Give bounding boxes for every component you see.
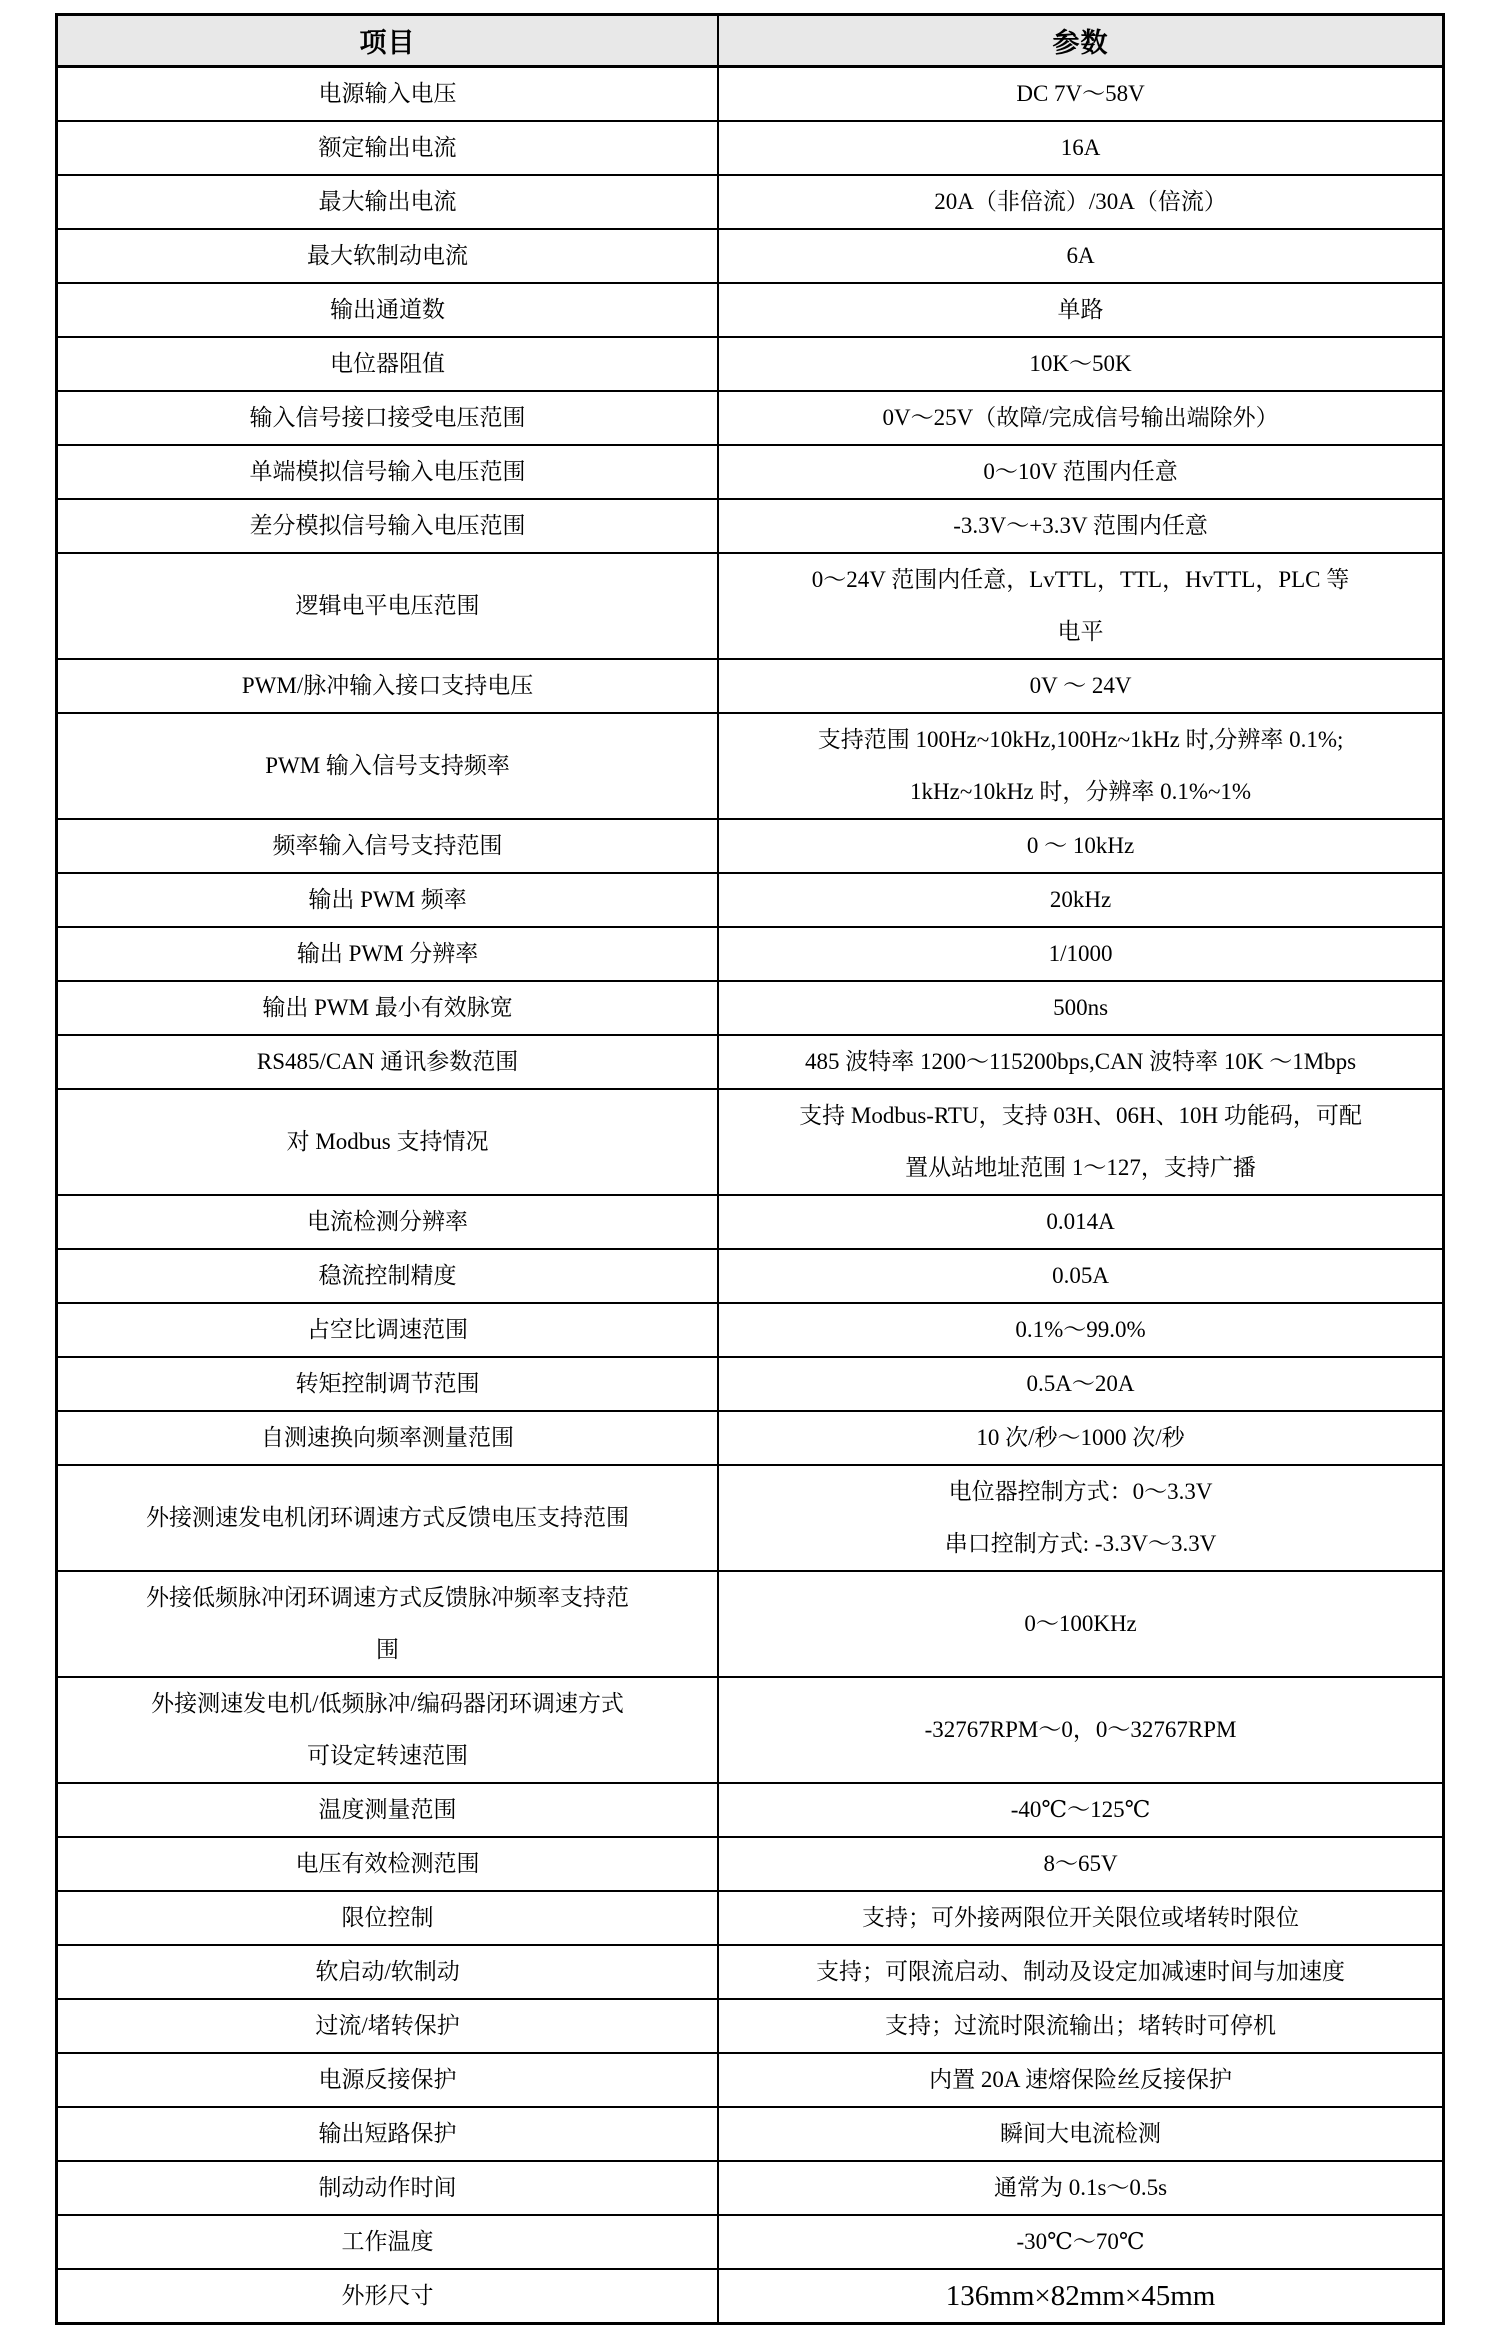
cell-line: 电源输入电压 <box>318 81 457 106</box>
cell-line: 0.5A～20A <box>1026 1371 1135 1396</box>
table-row <box>57 1195 1444 1249</box>
cell-line: 1kHz~10kHz 时，分辨率 0.1%~1% <box>910 779 1252 804</box>
cell-line: -32767RPM～0，0～32767RPM <box>924 1717 1237 1742</box>
item-cell <box>57 1891 719 1945</box>
cell-line: 围 <box>376 1637 400 1662</box>
value-cell <box>718 2161 1443 2215</box>
value-cell <box>718 1195 1443 1249</box>
item-cell <box>57 337 719 391</box>
cell-line: 占空比调速范围 <box>307 1317 469 1342</box>
table-row <box>57 1891 1444 1945</box>
table-row <box>57 659 1444 713</box>
cell-line: 软启动/软制动 <box>315 1959 460 1984</box>
cell-line: 0V ～ 24V <box>1029 673 1132 698</box>
table-row <box>57 1999 1444 2053</box>
cell-line: 0V～25V（故障/完成信号输出端除外） <box>882 405 1279 430</box>
cell-line: 工作温度 <box>341 2229 434 2254</box>
cell-line: PWM/脉冲输入接口支持电压 <box>241 673 534 698</box>
cell-line: 稳流控制精度 <box>318 1263 457 1288</box>
spec-table-body <box>57 67 1444 2324</box>
table-row <box>57 67 1444 122</box>
value-cell <box>718 391 1443 445</box>
table-row <box>57 1089 1444 1195</box>
item-cell <box>57 2053 719 2107</box>
cell-line: 通常为 0.1s～0.5s <box>993 2175 1168 2200</box>
cell-line: 0 ～ 10kHz <box>1026 833 1135 858</box>
cell-line: 单端模拟信号输入电压范围 <box>249 459 526 484</box>
table-row <box>57 2215 1444 2269</box>
column-header-param: 参数 <box>718 15 1443 67</box>
value-cell <box>718 1249 1443 1303</box>
cell-line: 制动动作时间 <box>318 2175 457 2200</box>
table-row <box>57 1249 1444 1303</box>
item-cell <box>57 1465 719 1571</box>
value-cell <box>718 2053 1443 2107</box>
item-cell <box>57 1837 719 1891</box>
value-cell <box>718 1677 1443 1783</box>
value-cell <box>718 1303 1443 1357</box>
cell-line: 自测速换向频率测量范围 <box>261 1425 515 1450</box>
cell-line: 500ns <box>1053 995 1109 1020</box>
cell-line: 频率输入信号支持范围 <box>272 833 503 858</box>
item-cell <box>57 175 719 229</box>
value-cell <box>718 1945 1443 1999</box>
cell-line: 逻辑电平电压范围 <box>295 593 480 618</box>
item-cell <box>57 1303 719 1357</box>
table-row <box>57 1357 1444 1411</box>
table-row <box>57 2107 1444 2161</box>
value-cell <box>718 1035 1443 1089</box>
cell-line: 485 波特率 1200～115200bps,CAN 波特率 10K ～1Mbps <box>804 1049 1357 1074</box>
cell-line: 温度测量范围 <box>318 1797 457 1822</box>
value-cell <box>718 1783 1443 1837</box>
cell-line: -40℃～125℃ <box>1010 1797 1151 1822</box>
item-cell <box>57 2107 719 2161</box>
item-cell <box>57 553 719 659</box>
item-cell <box>57 659 719 713</box>
item-cell <box>57 1035 719 1089</box>
table-row <box>57 229 1444 283</box>
item-cell <box>57 1783 719 1837</box>
cell-line: 对 Modbus 支持情况 <box>286 1129 489 1154</box>
column-header-item: 项目 <box>57 15 719 67</box>
value-cell <box>718 1465 1443 1571</box>
table-row <box>57 175 1444 229</box>
item-cell <box>57 283 719 337</box>
table-row <box>57 1411 1444 1465</box>
table-row <box>57 927 1444 981</box>
item-cell <box>57 1089 719 1195</box>
value-cell <box>718 927 1443 981</box>
cell-line: 输出 PWM 分辨率 <box>296 941 479 966</box>
table-row <box>57 499 1444 553</box>
item-cell <box>57 1999 719 2053</box>
cell-line: 输出 PWM 频率 <box>308 887 467 912</box>
cell-line: 支持；可外接两限位开关限位或堵转时限位 <box>862 1905 1300 1930</box>
table-row <box>57 445 1444 499</box>
table-row <box>57 2053 1444 2107</box>
table-row <box>57 1783 1444 1837</box>
item-cell <box>57 67 719 122</box>
table-row <box>57 1465 1444 1571</box>
item-cell <box>57 2269 719 2324</box>
cell-line: 0.014A <box>1046 1209 1115 1234</box>
item-cell <box>57 391 719 445</box>
cell-line: 电位器阻值 <box>330 351 446 376</box>
cell-line: 电流检测分辨率 <box>307 1209 469 1234</box>
cell-line: 10 次/秒～1000 次/秒 <box>976 1425 1185 1450</box>
item-cell <box>57 1357 719 1411</box>
cell-line: 过流/堵转保护 <box>315 2013 460 2038</box>
cell-line: 内置 20A 速熔保险丝反接保护 <box>929 2067 1232 2092</box>
table-row <box>57 1945 1444 1999</box>
table-row <box>57 2269 1444 2324</box>
cell-line: 输出 PWM 最小有效脉宽 <box>262 995 513 1020</box>
value-cell <box>718 553 1443 659</box>
value-cell <box>718 499 1443 553</box>
cell-line: 电压有效检测范围 <box>295 1851 480 1876</box>
item-cell <box>57 927 719 981</box>
table-row <box>57 391 1444 445</box>
cell-line: 支持；过流时限流输出；堵转时可停机 <box>885 2013 1277 2038</box>
value-cell <box>718 1357 1443 1411</box>
item-cell <box>57 445 719 499</box>
cell-line: 单路 <box>1057 297 1104 322</box>
value-cell <box>718 2269 1443 2324</box>
item-cell <box>57 981 719 1035</box>
cell-line: 0～10V 范围内任意 <box>983 459 1178 484</box>
item-cell <box>57 1677 719 1783</box>
table-row <box>57 553 1444 659</box>
cell-line: 串口控制方式: -3.3V～3.3V <box>944 1531 1217 1556</box>
value-cell <box>718 1999 1443 2053</box>
cell-line: 电平 <box>1057 619 1104 644</box>
cell-line: 最大软制动电流 <box>307 243 469 268</box>
cell-line: 瞬间大电流检测 <box>1000 2121 1162 2146</box>
spec-table-head <box>57 15 1444 67</box>
cell-line: 限位控制 <box>341 1905 434 1930</box>
cell-line: 电源反接保护 <box>318 2067 457 2092</box>
value-cell <box>718 2215 1443 2269</box>
item-cell <box>57 873 719 927</box>
value-cell <box>718 1411 1443 1465</box>
table-row <box>57 873 1444 927</box>
cell-line: 输入信号接口接受电压范围 <box>249 405 526 430</box>
cell-line: 输出通道数 <box>330 297 446 322</box>
table-row <box>57 1571 1444 1677</box>
value-cell <box>718 1089 1443 1195</box>
value-cell <box>718 283 1443 337</box>
cell-line: 20kHz <box>1049 887 1112 912</box>
cell-line: 10K～50K <box>1029 351 1132 376</box>
cell-line: 16A <box>1060 135 1101 160</box>
item-cell <box>57 1945 719 1999</box>
value-cell <box>718 873 1443 927</box>
cell-line: 最大输出电流 <box>318 189 457 214</box>
table-row <box>57 337 1444 391</box>
item-cell <box>57 1571 719 1677</box>
item-cell <box>57 229 719 283</box>
cell-line: 6A <box>1066 243 1095 268</box>
cell-line: RS485/CAN 通讯参数范围 <box>256 1049 519 1074</box>
value-cell <box>718 981 1443 1035</box>
cell-line: 外接测速发电机/低频脉冲/编码器闭环调速方式 <box>151 1691 624 1716</box>
cell-line: 0.05A <box>1052 1263 1109 1288</box>
value-cell <box>718 67 1443 122</box>
table-row <box>57 1035 1444 1089</box>
value-cell <box>718 337 1443 391</box>
cell-line: 支持 Modbus-RTU，支持 03H、06H、10H 功能码，可配 <box>799 1103 1362 1128</box>
table-row <box>57 1677 1444 1783</box>
table-row <box>57 121 1444 175</box>
item-cell <box>57 819 719 873</box>
table-row <box>57 1303 1444 1357</box>
cell-line: 差分模拟信号输入电压范围 <box>249 513 526 538</box>
table-row <box>57 283 1444 337</box>
cell-line: 支持范围 100Hz~10kHz,100Hz~1kHz 时,分辨率 0.1%; <box>817 727 1344 752</box>
cell-line: 外形尺寸 <box>341 2283 434 2308</box>
cell-line: 136mm×82mm×45mm <box>945 2280 1216 2312</box>
value-cell <box>718 1571 1443 1677</box>
item-cell <box>57 121 719 175</box>
value-cell <box>718 2107 1443 2161</box>
header-row <box>57 15 1444 67</box>
table-row <box>57 2161 1444 2215</box>
item-cell <box>57 1249 719 1303</box>
cell-line: 置从站地址范围 1～127，支持广播 <box>905 1155 1256 1180</box>
cell-line: 可设定转速范围 <box>307 1743 469 1768</box>
cell-line: 转矩控制调节范围 <box>295 1371 480 1396</box>
table-row <box>57 1837 1444 1891</box>
cell-line: 8～65V <box>1043 1851 1118 1876</box>
cell-line: 外接低频脉冲闭环调速方式反馈脉冲频率支持范 <box>146 1585 630 1610</box>
item-cell <box>57 2161 719 2215</box>
cell-line: 输出短路保护 <box>318 2121 457 2146</box>
value-cell <box>718 819 1443 873</box>
cell-line: 额定输出电流 <box>318 135 457 160</box>
cell-line: 电位器控制方式：0～3.3V <box>948 1479 1213 1504</box>
value-cell <box>718 1837 1443 1891</box>
value-cell <box>718 121 1443 175</box>
value-cell <box>718 659 1443 713</box>
cell-line: 1/1000 <box>1048 941 1113 966</box>
table-row <box>57 981 1444 1035</box>
cell-line: 0.1%～99.0% <box>1015 1317 1146 1342</box>
value-cell <box>718 229 1443 283</box>
item-cell <box>57 499 719 553</box>
cell-line: DC 7V～58V <box>1016 81 1145 106</box>
cell-line: PWM 输入信号支持频率 <box>265 753 510 778</box>
value-cell <box>718 713 1443 819</box>
item-cell <box>57 1195 719 1249</box>
spec-table <box>55 13 1445 2325</box>
value-cell <box>718 1891 1443 1945</box>
cell-line: -3.3V～+3.3V 范围内任意 <box>953 513 1208 538</box>
item-cell <box>57 713 719 819</box>
table-row <box>57 713 1444 819</box>
cell-line: 0～100KHz <box>1024 1611 1137 1636</box>
value-cell <box>718 445 1443 499</box>
item-cell <box>57 1411 719 1465</box>
value-cell <box>718 175 1443 229</box>
cell-line: 支持；可限流启动、制动及设定加减速时间与加速度 <box>816 1959 1346 1984</box>
item-cell <box>57 2215 719 2269</box>
cell-line: -30℃～70℃ <box>1016 2229 1145 2254</box>
cell-line: 外接测速发电机闭环调速方式反馈电压支持范围 <box>146 1505 630 1530</box>
cell-line: 0～24V 范围内任意，LvTTL，TTL，HvTTL，PLC 等 <box>811 567 1350 592</box>
table-row <box>57 819 1444 873</box>
cell-line: 20A（非倍流）/30A（倍流） <box>934 189 1227 214</box>
